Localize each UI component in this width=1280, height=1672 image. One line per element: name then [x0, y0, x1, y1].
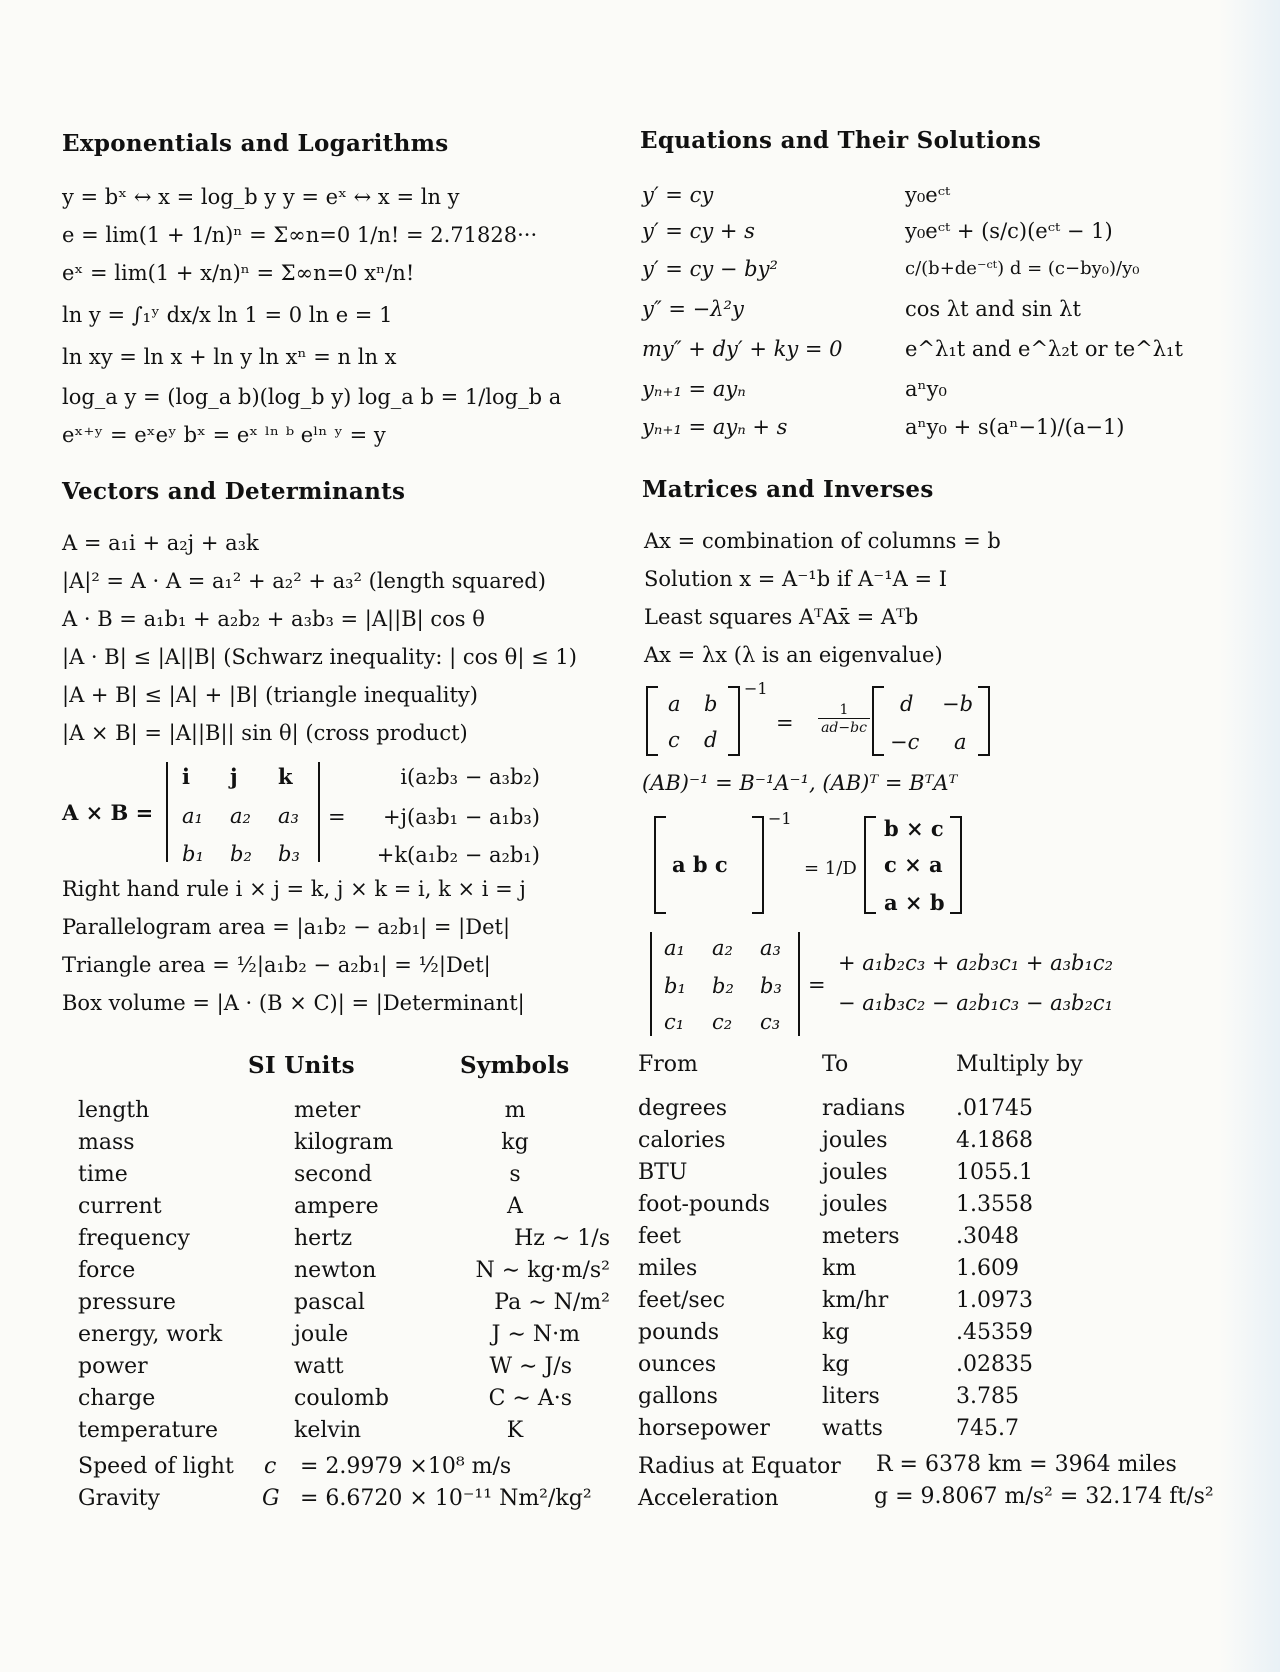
equation-solution: y₀eᶜᵗ: [905, 183, 951, 207]
conversion-factor: .3048: [956, 1224, 1019, 1249]
conversion-to: radians: [822, 1096, 906, 1121]
si-unit: coulomb: [294, 1386, 389, 1411]
conversion-factor: 1.3558: [956, 1192, 1033, 1217]
matrix2-inverse-cell: a: [954, 730, 967, 754]
si-unit: second: [294, 1162, 373, 1187]
vector-line: |A · B| ≤ |A||B| (Schwarz inequality: | cos θ| ≤ 1): [62, 645, 577, 669]
bracket-right: [752, 816, 764, 914]
cross-cell: k: [278, 764, 293, 789]
acceleration-label: Acceleration: [638, 1486, 779, 1511]
matrices-title: Matrices and Inverses: [642, 476, 934, 503]
ab-identity: (AB)⁻¹ = B⁻¹A⁻¹, (AB)ᵀ = BᵀAᵀ: [642, 771, 958, 795]
equation-solution: aⁿy₀ + s(aⁿ−1)/(a−1): [905, 415, 1125, 439]
equation-left: y′ = cy − by²: [642, 257, 778, 281]
conversion-factor: 1055.1: [956, 1160, 1033, 1185]
bracket-right: [728, 686, 740, 756]
det-expansion: − a₁b₃c₂ − a₂b₁c₃ − a₃b₂c₁: [838, 991, 1114, 1015]
equation-left: yₙ₊₁ = ayₙ: [642, 377, 746, 401]
conversion-from: BTU: [638, 1160, 688, 1185]
si-unit: newton: [294, 1258, 377, 1283]
si-quantity: energy, work: [78, 1322, 223, 1347]
equation-solution: y₀eᶜᵗ + (s/c)(eᶜᵗ − 1): [905, 219, 1113, 243]
matrix2-cell: b: [704, 692, 718, 716]
matrix2-inverse-cell: −c: [890, 730, 920, 754]
conversion-factor: 3.785: [956, 1384, 1019, 1409]
gravity-label: Gravity: [78, 1486, 160, 1511]
conversion-factor: .01745: [956, 1096, 1033, 1121]
conversion-from: pounds: [638, 1320, 720, 1345]
si-unit: watt: [294, 1354, 344, 1379]
exp-log-line: eˣ = lim(1 + x/n)ⁿ = Σ∞n=0 xⁿ/n!: [62, 261, 415, 285]
multiply-header: Multiply by: [956, 1052, 1083, 1077]
si-units-header: SI Units: [248, 1052, 355, 1079]
det-cell: b₃: [760, 974, 782, 998]
matrix2-cell: a: [668, 692, 681, 716]
conversion-from: horsepower: [638, 1416, 770, 1441]
equation-left: my″ + dy′ + ky = 0: [642, 337, 843, 361]
speed-of-light-value: = 2.9979 ×10⁸ m/s: [300, 1454, 512, 1479]
si-quantity: charge: [78, 1386, 156, 1411]
exp-log-line: y = bˣ ↔ x = log_b y y = eˣ ↔ x = ln y: [62, 185, 460, 209]
si-quantity: length: [78, 1098, 150, 1123]
equals-sign: =: [776, 711, 794, 735]
conversion-to: joules: [822, 1192, 888, 1217]
matrix-line: Least squares AᵀAx̄ = Aᵀb: [644, 605, 919, 629]
exp-log-line: eˣ⁺ʸ = eˣeʸ bˣ = eˣ ˡⁿ ᵇ eˡⁿ ʸ = y: [62, 423, 386, 447]
equation-solution: aⁿy₀: [905, 377, 947, 401]
vector-line: |A × B| = |A||B|| sin θ| (cross product): [62, 721, 468, 745]
si-quantity: power: [78, 1354, 148, 1379]
si-unit: meter: [294, 1098, 361, 1123]
si-quantity: frequency: [78, 1226, 190, 1251]
gravity-var: G: [262, 1486, 280, 1511]
equals-sign: =: [808, 973, 826, 997]
si-quantity: temperature: [78, 1418, 219, 1443]
fraction-denominator: ad−bc: [821, 720, 867, 736]
si-symbol: s: [509, 1162, 521, 1187]
det-cell: a₃: [760, 936, 781, 960]
conversion-to: meters: [822, 1224, 900, 1249]
conversion-from: miles: [638, 1256, 698, 1281]
si-symbol: W ∼ J/s: [489, 1354, 572, 1379]
conversion-from: feet: [638, 1224, 682, 1249]
si-symbol: J ∼ N·m: [491, 1322, 580, 1347]
vector-line: A = a₁i + a₂j + a₃k: [62, 531, 259, 555]
si-unit: ampere: [294, 1194, 379, 1219]
acceleration-value: g = 9.8067 m/s² = 32.174 ft/s²: [874, 1484, 1214, 1509]
equation-solution: c/(b+de⁻ᶜᵗ) d = (c−by₀)/y₀: [905, 258, 1140, 279]
conversion-factor: 4.1868: [956, 1128, 1033, 1153]
conversion-from: feet/sec: [638, 1288, 726, 1313]
si-quantity: pressure: [78, 1290, 176, 1315]
conversion-from: ounces: [638, 1352, 717, 1377]
det-cell: c₃: [760, 1010, 781, 1034]
equation-left: yₙ₊₁ = ayₙ + s: [642, 415, 788, 439]
matrix-line: Ax = λx (λ is an eigenvalue): [644, 643, 943, 667]
conversion-from: foot-pounds: [638, 1192, 770, 1217]
conversion-factor: .02835: [956, 1352, 1033, 1377]
det-expansion: + a₁b₂c₃ + a₂b₃c₁ + a₃b₁c₂: [838, 951, 1114, 975]
det-bar-left: [166, 762, 168, 862]
exp-log-line: log_a y = (log_a b)(log_b y) log_a b = 1/log_b a: [62, 385, 562, 409]
radius-label: Radius at Equator: [638, 1454, 841, 1479]
cross-cell: b₁: [182, 842, 204, 866]
cross-result: +k(a₁b₂ − a₂b₁): [376, 843, 540, 867]
conversion-to: km: [822, 1256, 857, 1281]
matrix3-row: a b c: [672, 852, 728, 877]
matrix2-inverse-cell: d: [900, 692, 914, 716]
to-header: To: [822, 1052, 849, 1077]
bracket-left: [654, 816, 666, 914]
conversion-to: kg: [822, 1320, 850, 1345]
vector-line: A · B = a₁b₁ + a₂b₂ + a₃b₃ = |A||B| cos θ: [62, 607, 485, 631]
conversion-from: degrees: [638, 1096, 728, 1121]
vector-line: |A|² = A · A = a₁² + a₂² + a₃² (length squared): [62, 569, 546, 593]
conversion-to: km/hr: [822, 1288, 889, 1313]
det-bar-right: [798, 932, 800, 1036]
conversion-factor: 1.0973: [956, 1288, 1033, 1313]
symbols-header: Symbols: [460, 1052, 570, 1079]
vector-line: |A + B| ≤ |A| + |B| (triangle inequality): [62, 683, 478, 707]
conversion-factor: .45359: [956, 1320, 1033, 1345]
det-cell: b₂: [712, 974, 734, 998]
conversion-to: kg: [822, 1352, 850, 1377]
matrix2-inverse-cell: −b: [942, 692, 974, 716]
si-unit: joule: [294, 1322, 349, 1347]
exp-log-line: ln xy = ln x + ln y ln xⁿ = n ln x: [62, 345, 397, 369]
conversion-from: gallons: [638, 1384, 718, 1409]
matrix3-inverse-row: a × b: [884, 890, 945, 915]
cross-cell: b₂: [230, 842, 252, 866]
si-quantity: mass: [78, 1130, 135, 1155]
equation-left: y′ = cy + s: [642, 219, 755, 243]
matrix2-cell: d: [704, 728, 718, 752]
conversion-to: watts: [822, 1416, 883, 1441]
cross-cell: j: [230, 764, 238, 789]
cross-cell: a₂: [230, 804, 251, 828]
inverse-exponent: −1: [768, 809, 792, 828]
matrix3-factor: = 1/D: [804, 858, 857, 879]
bracket-left: [646, 686, 658, 756]
cross-cell: b₃: [278, 842, 300, 866]
conversion-to: liters: [822, 1384, 880, 1409]
cross-result: i(a₂b₃ − a₃b₂): [400, 765, 540, 789]
si-quantity: force: [78, 1258, 136, 1283]
si-symbol: C ∼ A·s: [488, 1386, 572, 1411]
matrix-line: Solution x = A⁻¹b if A⁻¹A = I: [644, 567, 948, 591]
vectors-title: Vectors and Determinants: [62, 478, 406, 505]
vector-line: Right hand rule i × j = k, j × k = i, k × i = j: [62, 877, 526, 901]
conversion-to: joules: [822, 1128, 888, 1153]
det-cell: c₁: [664, 1010, 685, 1034]
gravity-value: = 6.6720 × 10⁻¹¹ Nm²/kg²: [300, 1486, 592, 1511]
exp-log-line: ln y = ∫₁ʸ dx/x ln 1 = 0 ln e = 1: [62, 303, 393, 327]
bracket-left: [872, 686, 884, 756]
det-cell: b₁: [664, 974, 686, 998]
matrix3-inverse-row: c × a: [884, 852, 943, 877]
speed-of-light-label: Speed of light: [78, 1454, 234, 1479]
si-unit: pascal: [294, 1290, 365, 1315]
fraction-numerator: 1: [818, 702, 870, 719]
cross-cell: i: [182, 764, 190, 789]
equation-left: y′ = cy: [642, 183, 714, 207]
si-symbol: K: [506, 1418, 524, 1443]
from-header: From: [638, 1052, 698, 1077]
bracket-right: [978, 686, 990, 756]
det-cell: a₂: [712, 936, 733, 960]
si-symbol: m: [504, 1098, 526, 1123]
det-bar-left: [650, 932, 652, 1036]
si-symbol: A: [507, 1194, 523, 1219]
conversion-to: joules: [822, 1160, 888, 1185]
vector-line: Box volume = |A · (B × C)| = |Determinant|: [62, 991, 525, 1015]
si-unit: kilogram: [294, 1130, 394, 1155]
conversion-factor: 745.7: [956, 1416, 1019, 1441]
equation-left: y″ = −λ²y: [642, 297, 744, 321]
radius-value: R = 6378 km = 3964 miles: [876, 1452, 1177, 1477]
cross-result: +j(a₃b₁ − a₁b₃): [382, 805, 540, 829]
conversion-from: calories: [638, 1128, 726, 1153]
matrix3-inverse-row: b × c: [884, 816, 944, 841]
si-quantity: time: [78, 1162, 128, 1187]
si-symbol: Pa ∼ N/m²: [494, 1290, 610, 1315]
equation-solution: cos λt and sin λt: [905, 297, 1081, 321]
bracket-left: [864, 816, 876, 914]
vector-line: Parallelogram area = |a₁b₂ − a₂b₁| = |Det|: [62, 915, 511, 939]
equation-solution: e^λ₁t and e^λ₂t or te^λ₁t: [905, 337, 1183, 361]
matrix2-cell: c: [668, 728, 680, 752]
speed-of-light-var: c: [264, 1454, 277, 1479]
det-cell: c₂: [712, 1010, 733, 1034]
cross-product-label: A × B =: [62, 800, 154, 825]
exp-log-title: Exponentials and Logarithms: [62, 130, 449, 157]
cross-cell: a₁: [182, 804, 203, 828]
matrix-line: Ax = combination of columns = b: [644, 529, 1001, 553]
det-bar-right: [318, 762, 320, 862]
cross-cell: a₃: [278, 804, 299, 828]
si-symbol: N ∼ kg·m/s²: [475, 1258, 610, 1283]
exp-log-line: e = lim(1 + 1/n)ⁿ = Σ∞n=0 1/n! = 2.71828···: [62, 223, 538, 247]
si-quantity: current: [78, 1194, 162, 1219]
si-unit: hertz: [294, 1226, 353, 1251]
page-edge: [1220, 0, 1280, 1672]
equations-title: Equations and Their Solutions: [640, 127, 1042, 154]
si-symbol: kg: [501, 1130, 529, 1155]
vector-line: Triangle area = ½|a₁b₂ − a₂b₁| = ½|Det|: [62, 953, 491, 977]
si-symbol: Hz ∼ 1/s: [514, 1226, 610, 1251]
inverse-exponent: −1: [744, 679, 768, 698]
bracket-right: [950, 816, 962, 914]
si-unit: kelvin: [294, 1418, 362, 1443]
det-cell: a₁: [664, 936, 685, 960]
conversion-factor: 1.609: [956, 1256, 1019, 1281]
